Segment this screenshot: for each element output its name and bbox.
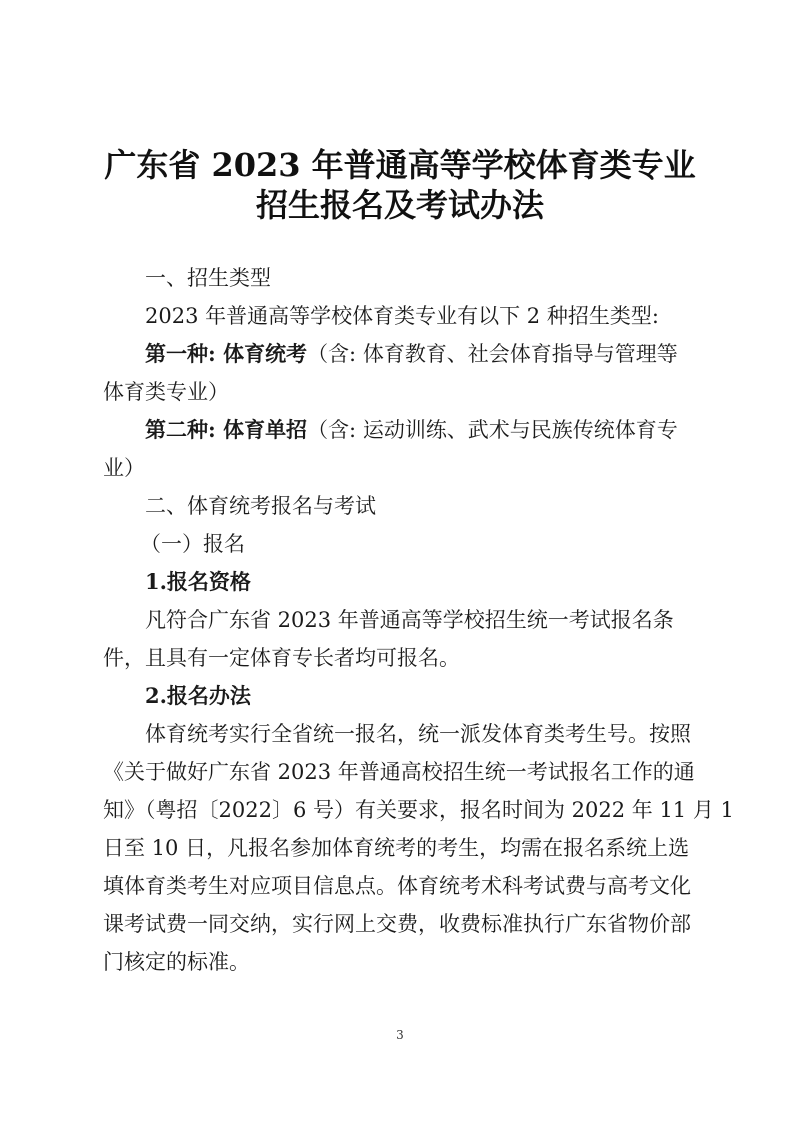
method-line-1: 体育统考实行全省统一报名，统一派发体育类考生号。按照 (145, 722, 691, 746)
page-number: 3 (396, 1028, 404, 1042)
type-one-desc-cont: 体育类专业） (103, 380, 229, 404)
type-one-line (145, 338, 678, 368)
section-heading-unified-exam: 二、体育统考报名与考试 (145, 494, 376, 518)
type-two-label: 第二种: 体育单招 (145, 417, 308, 442)
eligibility-line-1: 凡符合广东省 2023 年普通高等学校招生统一考试报名条 (145, 608, 674, 632)
paragraph-intro: 2023 年普通高等学校体育类专业有以下 2 种招生类型: (145, 304, 659, 328)
method-line-5: 填体育类考生对应项目信息点。体育统考术科考试费与高考文化 (103, 874, 691, 898)
section-heading-recruitment-types: 一、招生类型 (145, 266, 271, 290)
type-one-label: 第一种: 体育统考 (145, 341, 308, 366)
subsection-registration: （一）报名 (140, 532, 245, 556)
type-two-line (145, 414, 678, 444)
method-line-7: 门核定的标准。 (103, 950, 250, 974)
eligibility-line-2: 件，且具有一定体育专长者均可报名。 (103, 646, 460, 670)
item-heading-eligibility: 1.报名资格 (145, 569, 251, 594)
type-two-desc-cont: 业） (103, 456, 145, 480)
method-line-4: 日至 10 日，凡报名参加体育统考的考生，均需在报名系统上选 (103, 836, 690, 860)
item-heading-method: 2.报名办法 (145, 683, 251, 708)
method-line-2: 《关于做好广东省 2023 年普通高校招生统一考试报名工作的通 (103, 760, 695, 784)
method-line-6: 课考试费一同交纳，实行网上交费，收费标准执行广东省物价部 (103, 912, 691, 936)
type-two-desc: （含: 运动训练、武术与民族传统体育专 (307, 418, 678, 442)
document-title-line-2: 招生报名及考试办法 (255, 186, 544, 224)
method-line-3: 知》（粤招〔2022〕6 号）有关要求，报名时间为 2022 年 11 月 1 (103, 798, 734, 822)
type-one-desc: （含: 体育教育、社会体育指导与管理等 (307, 342, 678, 366)
document-title-line-1: 广东省 2023 年普通高等学校体育类专业 (104, 146, 696, 184)
